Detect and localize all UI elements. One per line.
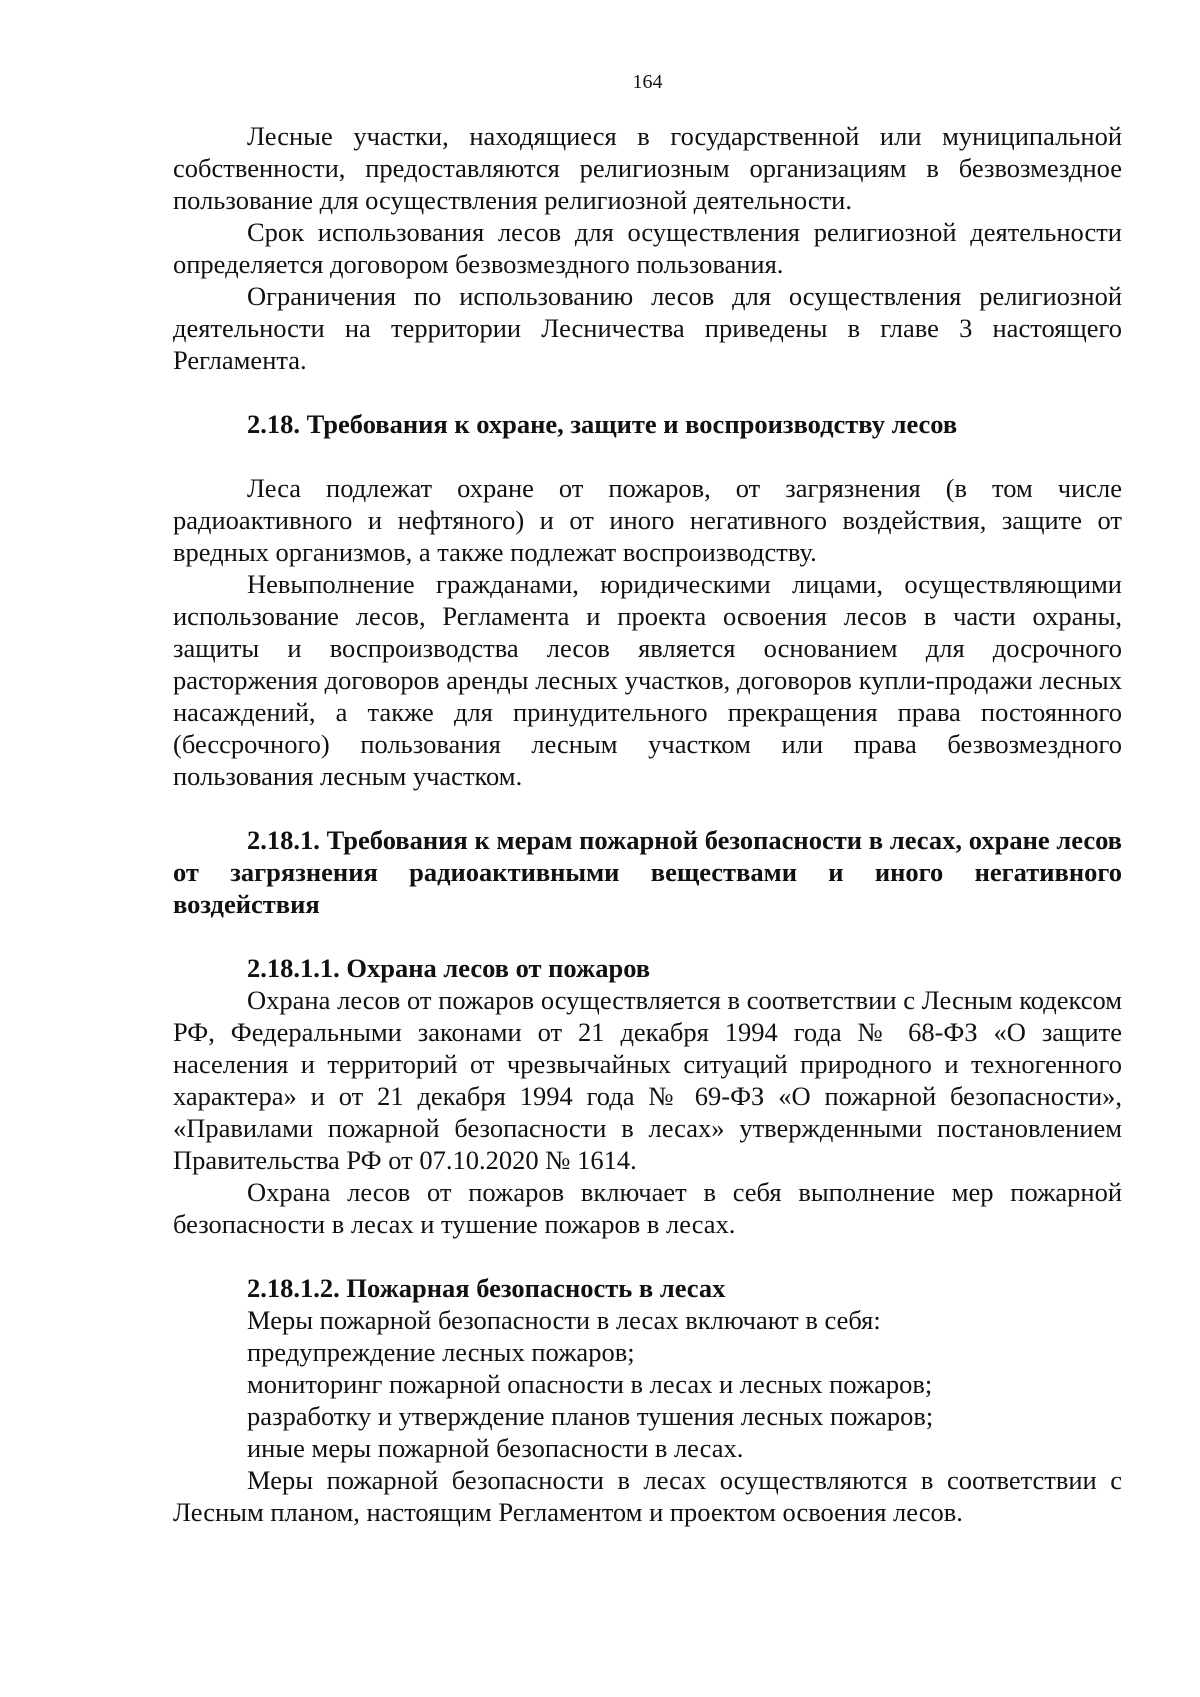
list-item: разработку и утверждение планов тушения лесных пожаров;	[247, 1401, 934, 1431]
section-heading-2-18-1: 2.18.1. Требования к мерам пожарной безопасности в лесах, охране лесов от загрязнения радиоактивными веществами и иного негативного воздействия	[173, 825, 1122, 919]
document-page	[173, 60, 1122, 1528]
section-heading-2-18-1-1: 2.18.1.1. Охрана лесов от пожаров	[247, 953, 651, 983]
list-item: предупреждение лесных пожаров;	[247, 1337, 635, 1367]
paragraph-religious-use-restrictions: Ограничения по использованию лесов для осуществления религиозной деятельности на территории Лесничества приведены в главе 3 настоящего Регламента.	[173, 281, 1122, 375]
paragraph-fire-safety-basis: Меры пожарной безопасности в лесах осуществляются в соответствии с Лесным планом, настоящим Регламентом и проектом освоения лесов.	[173, 1465, 1122, 1527]
page-number: 164	[632, 71, 663, 93]
section-heading-2-18-1-2: 2.18.1.2. Пожарная безопасность в лесах	[247, 1273, 726, 1303]
paragraph-non-compliance: Невыполнение гражданами, юридическими лицами, осуществляющими использование лесов, Регламента и проекта освоения лесов в части охраны, защиты и воспроизводства лесов является основанием для досрочного расторжения договоров аренды лесных участков, договоров купли-продажи лесных насаждений, а также для принудительного прекращения права постоянного (бессрочного) пользования лесным участком или права безвозмездного пользования лесным участком.	[173, 569, 1122, 791]
section-heading-2-18: 2.18. Требования к охране, защите и воспроизводству лесов	[247, 409, 958, 439]
paragraph-fire-safety-intro: Меры пожарной безопасности в лесах включают в себя:	[247, 1305, 881, 1335]
paragraph-religious-land-grant: Лесные участки, находящиеся в государственной или муниципальной собственности, предоставляются религиозным организациям в безвозмездное пользование для осуществления религиозной деятельности.	[173, 121, 1122, 215]
paragraph-religious-use-term: Срок использования лесов для осуществления религиозной деятельности определяется договором безвозмездного пользования.	[173, 217, 1122, 279]
list-item: иные меры пожарной безопасности в лесах.	[247, 1433, 744, 1463]
paragraph-fire-protection-scope: Охрана лесов от пожаров включает в себя выполнение мер пожарной безопасности в лесах и тушение пожаров в лесах.	[173, 1177, 1122, 1239]
paragraph-forest-protection: Леса подлежат охране от пожаров, от загрязнения (в том числе радиоактивного и нефтяного) и от иного негативного воздействия, защите от вредных организмов, а также подлежат воспроизводству.	[173, 473, 1122, 567]
list-item: мониторинг пожарной опасности в лесах и лесных пожаров;	[247, 1369, 933, 1399]
paragraph-fire-protection-legal-basis: Охрана лесов от пожаров осуществляется в соответствии с Лесным кодексом РФ, Федеральными законами от 21 декабря 1994 года № 68-ФЗ «О защите населения и территорий от чрезвычайных ситуаций природного и техногенного характера» и от 21 декабря 1994 года № 69-ФЗ «О пожарной безопасности», «Правилами пожарной безопасности в лесах» утвержденными постановлением Правительства РФ от 07.10.2020 № 1614.	[173, 985, 1122, 1175]
